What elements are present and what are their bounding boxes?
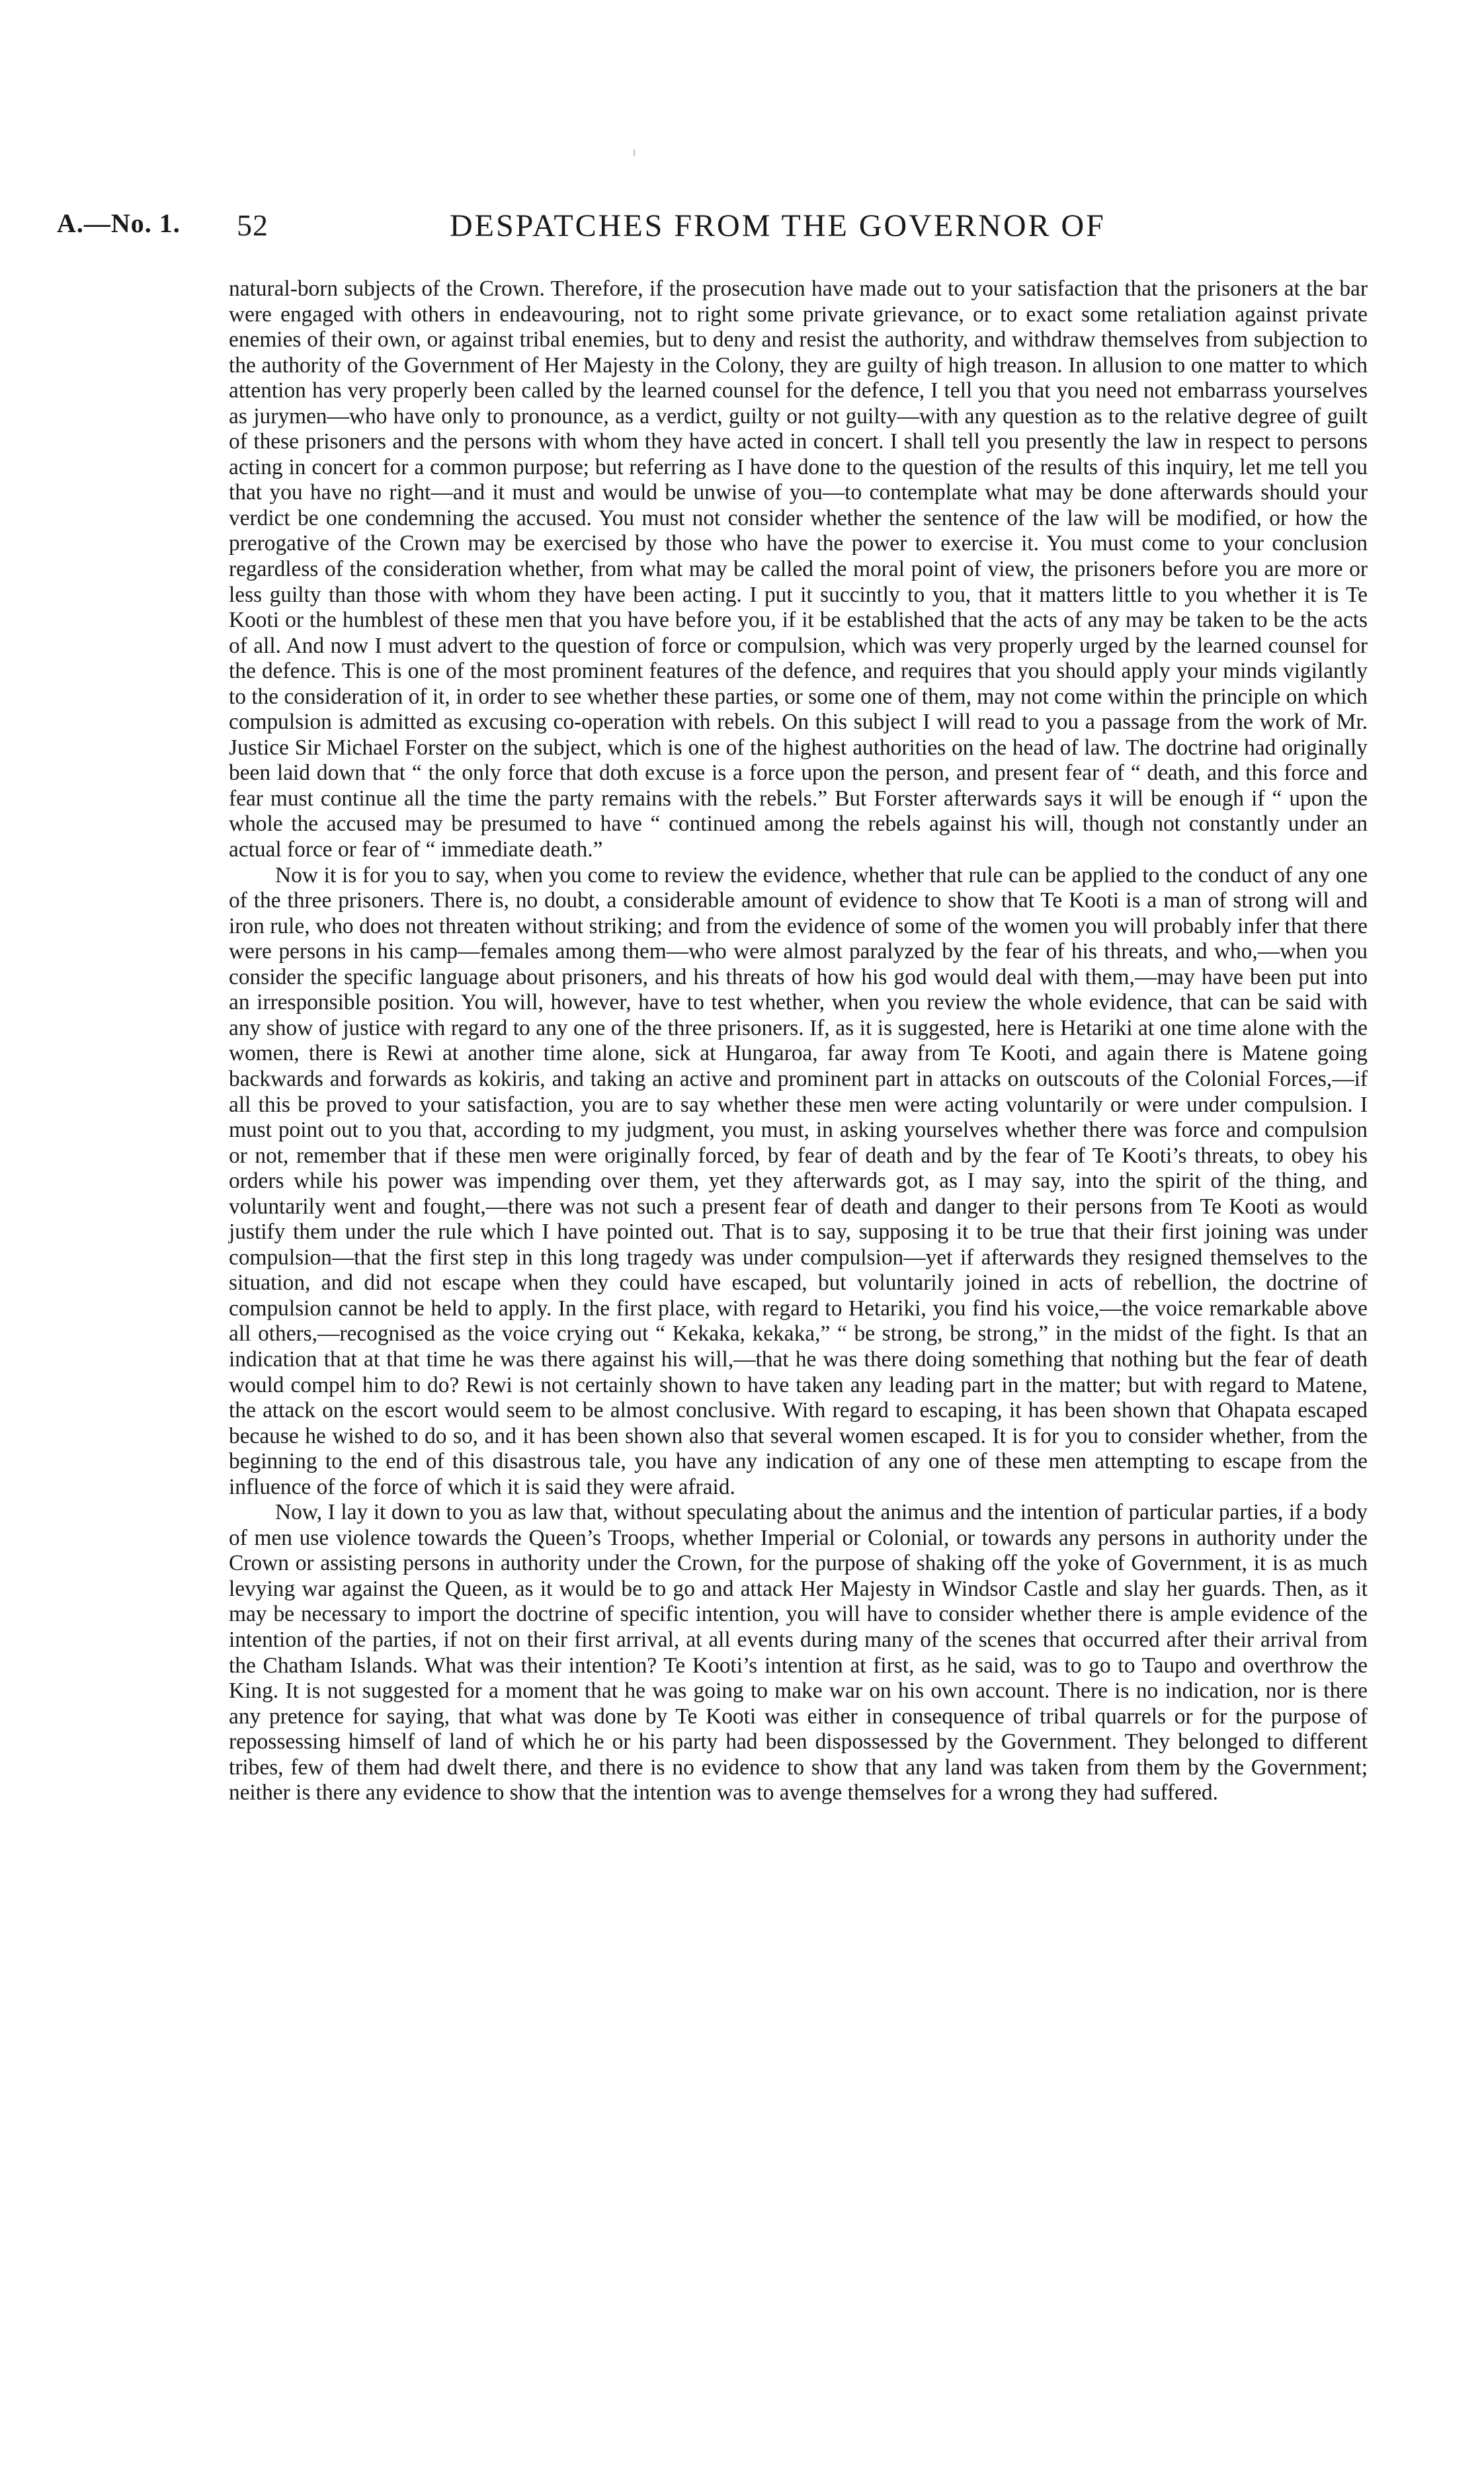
series-label: A.—No. 1. <box>57 208 181 238</box>
scan-mark <box>634 149 635 156</box>
running-title: DESPATCHES FROM THE GOVERNOR OF <box>450 208 1106 243</box>
page-header <box>0 208 1484 247</box>
page-number: 52 <box>237 208 268 242</box>
paragraph-2: Now it is for you to say, when you come to review the evidence, whether that rule can be applied to the conduct of any one of the three prisoners. There is, no doubt, a considerable amount of evidence to show that Te Kooti is a man of strong will and iron rule, who does not threaten without striking; and from the evidence of some of the women you will probably infer that there were persons in his camp—females among them—who were almost paralyzed by the fear of his threats, and who,—when you consider the specific language about prisoners, and his threats of how his god would deal with them,—may have been put into an irresponsible position. You will, however, have to test whether, when you review the whole evidence, that can be said with any show of justice with regard to any one of the three prisoners. If, as it is suggested, here is Hetariki at one time alone with the women, there is Rewi at another time alone, sick at Hungaroa, far away from Te Kooti, and again there is Matene going backwards and forwards as kokiris, and taking an active and prominent part in attacks on outscouts of the Colonial Forces,—if all this be proved to your satisfaction, you are to say whether these men were acting voluntarily or were under compulsion. I must point out to you that, according to my judgment, you must, in asking yourselves whether there was force and compulsion or not, remember that if these men were originally forced, by fear of death and by the fear of Te Kooti’s threats, to obey his orders while his power was impending over them, yet they afterwards got, as I may say, into the spirit of the thing, and voluntarily went and fought,—there was not such a present fear of death and danger to their persons from Te Kooti as would justify them under the rule which I have pointed out. That is to say, supposing it to be true that their first joining was under compulsion—that the first step in this long tragedy was under compulsion—yet if afterwards they resigned themselves to the situation, and did not escape when they could have escaped, but voluntarily joined in acts of rebellion, the doctrine of compulsion cannot be held to apply. In the first place, with regard to Hetariki, you find his voice,—the voice remarkable above all others,—recognised as the voice crying out “ Kekaka, kekaka,” “ be strong, be strong,” in the midst of the fight. Is that an indication that at that time he was there against his will,—that he was there doing something that nothing but the fear of death would compel him to do? Rewi is not certainly shown to have taken any leading part in the matter; but with regard to Matene, the attack on the escort would seem to be almost conclusive. With regard to escaping, it has been shown that Ohapata escaped because he wished to do so, and it has been shown also that several women escaped. It is for you to consider whether, from the beginning to the end of this disastrous tale, you have any indication of any one of these men attempting to escape from the influence of the force of which it is said they were afraid. <box>229 862 1368 1499</box>
body-text <box>229 276 1368 1806</box>
paragraph-1: natural-born subjects of the Crown. Therefore, if the prosecution have made out to your satisfaction that the prisoners at the bar were engaged with others in endeavouring, not to right some private grievance, or to exact some retaliation against private enemies of their own, or against tribal enemies, but to deny and resist the authority, and withdraw themselves from subjection to the authority of the Government of Her Majesty in the Colony, they are guilty of high treason. In allusion to one matter to which attention has very properly been called by the learned counsel for the defence, I tell you that you need not embarrass yourselves as jurymen—who have only to pronounce, as a verdict, guilty or not guilty—with any question as to the relative degree of guilt of these prisoners and the persons with whom they have acted in concert. I shall tell you presently the law in respect to persons acting in concert for a common purpose; but referring as I have done to the question of the results of this inquiry, let me tell you that you have no right—and it must and would be unwise of you—to contemplate what may be done afterwards should your verdict be one condemning the accused. You must not consider whether the sentence of the law will be modified, or how the prerogative of the Crown may be exercised by those who have the power to exercise it. You must come to your conclusion regardless of the consideration whether, from what may be called the moral point of view, the prisoners before you are more or less guilty than those with whom they have been acting. I put it succintly to you, that it matters little to you whether it is Te Kooti or the humblest of these men that you have before you, if it be established that the acts of any may be taken to be the acts of all. And now I must advert to the question of force or compulsion, which was very properly urged by the learned counsel for the defence. This is one of the most prominent features of the defence, and requires that you should apply your minds vigilantly to the consideration of it, in order to see whether these parties, or some one of them, may not come within the principle on which compulsion is admitted as excusing co-operation with rebels. On this subject I will read to you a passage from the work of Mr. Justice Sir Michael Forster on the subject, which is one of the highest authorities on the head of law. The doctrine had originally been laid down that “ the only force that doth excuse is a force upon the person, and present fear of “ death, and this force and fear must continue all the time the party remains with the rebels.” But Forster afterwards says it will be enough if “ upon the whole the accused may be presumed to have “ continued among the rebels against his will, though not constantly under an actual force or fear of “ immediate death.” <box>229 276 1368 862</box>
paragraph-3: Now, I lay it down to you as law that, without speculating about the animus and the intention of particular parties, if a body of men use violence towards the Queen’s Troops, whether Imperial or Colonial, or towards any persons in authority under the Crown or assisting persons in authority under the Crown, for the purpose of shaking off the yoke of Government, it is as much levying war against the Queen, as it would be to go and attack Her Majesty in Windsor Castle and slay her guards. Then, as it may be necessary to import the doctrine of specific intention, you will have to consider whether there is ample evidence of the intention of the parties, if not on their first arrival, at all events during many of the scenes that occurred after their arrival from the Chatham Islands. What was their intention? Te Kooti’s intention at first, as he said, was to go to Taupo and overthrow the King. It is not suggested for a moment that he was going to make war on his own account. There is no indication, nor is there any pretence for saying, that what was done by Te Kooti was either in consequence of tribal quarrels or for the purpose of repossessing himself of land of which he or his party had been dispossessed by the Government. They belonged to different tribes, few of them had dwelt there, and there is no evidence to show that any land was taken from them by the Government; neither is there any evidence to show that the intention was to avenge themselves for a wrong they had suffered. <box>229 1500 1368 1805</box>
